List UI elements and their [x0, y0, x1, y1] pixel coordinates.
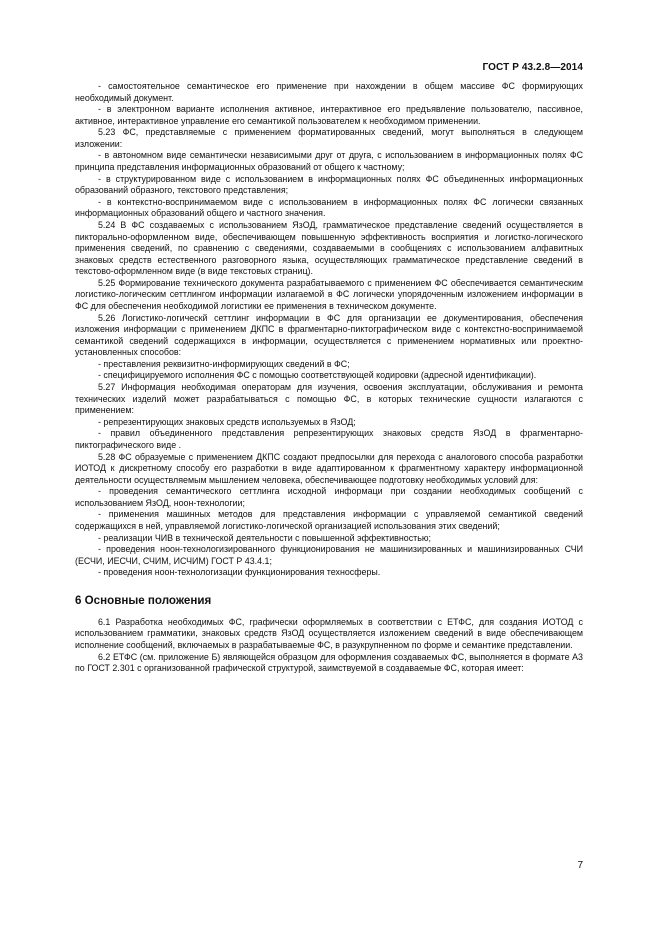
paragraph: - проведения ноон-технологизированного функционирования не машинизированных и машинизированных СЧИ (ЕСЧИ, ИЕСЧИ, СЧИМ, ИСЧИМ) ГОСТ Р 43.4.1;: [75, 544, 583, 566]
paragraph: - в электронном варианте исполнения активное, интерактивное его предъявление пользователю, пассивное, активное, интерактивное управление его семантикой пользователем к необходимом применении.: [75, 104, 583, 126]
section-heading: 6 Основные положения: [75, 593, 212, 607]
paragraph: - самостоятельное семантическое его применение при нахождении в общем массиве ФС формирующих необходимый документ.: [75, 81, 583, 103]
paragraph: 6.2 ЕТФС (см. приложение Б) являющейся образцом для оформления создаваемых ФС, выполняется в формате А3 по ГОСТ 2.301 с организованной графической структурой, заимствуемой в создаваемые ФС, которая имеет:: [75, 651, 583, 674]
paragraph: - проведения семантического сеттлинга исходной информаци при создании необходимых сообщений с использованием ЯзОД, ноон-технологии;: [75, 486, 583, 508]
paragraph: 5.27 Информация необходимая операторам для изучения, освоения эксплуатации, обслуживания и ремонта технических изделий может разрабатываться с помощью ФС, в которых технические сущности излагаются с применением:: [75, 382, 583, 416]
paragraph: 6.1 Разработка необходимых ФС, графически оформляемых в соответствии с ЕТФС, для создания ИОТОД с использованием грамматики, знаковых средств ЯзОД осуществляется изложением сведений в виде обеспечивающем исполнение сообщений, включаемых в разрабатываемые ФС, в разукрупненном по форме и семантике представлении.: [75, 616, 583, 651]
paragraph-group-clause-5: [75, 81, 583, 579]
paragraph: - проведения ноон-технологизации функционирования техносферы.: [98, 567, 381, 578]
paragraph-group-clause-6: [75, 617, 583, 675]
paragraph: - применения машинных методов для представления информации с управляемой семантикой сведений содержащихся в ней, управляемой логистико-логической организацией использования этих сведений;: [75, 509, 583, 531]
paragraph: - правил объединенного представления репрезентирующих знаковых средств ЯзОД в фрагментарно-пиктографического виде .: [75, 428, 583, 450]
paragraph: - в контекстно-воспринимаемом виде с использованием в информационных полях ФС логически связанных информационных образований общего и частного значения.: [75, 196, 583, 219]
paragraph: 5.28 ФС образуемые с применением ДКПС создают предпосылки для перехода с аналогового способа разработки ИОТОД к дискретному способу его разработки в виде адаптированном к фрагментному характеру информационной деятельности осуществляемым мышлением человека, обеспечивающее подготовку необходимых условий для:: [75, 451, 583, 485]
document-body: [75, 81, 583, 675]
paragraph: - репрезентирующих знаковых средств используемых в ЯзОД;: [98, 416, 356, 427]
paragraph: - реализации ЧИВ в технической деятельности с повышенной эффективностью;: [98, 532, 431, 543]
paragraph: - в автономном виде семантически независимыми друг от друга, с использованием в информационных полях ФС принципа представления информационных образований от общего к частному;: [75, 150, 583, 173]
paragraph: 5.26 Логистико-логическй сеттлинг информации в ФС для организации ее документирования, обеспечения изложения информации с применением ДКПС в фрагментарно-пиктографическом виде с контекстно-воспринимаемой семантикой сведений содержащихся в информации, осуществляется с применением нормативных или проектно-установленных способов:: [75, 312, 583, 358]
paragraph: - в структурированном виде с использованием в информационных полях ФС объединенных информационных образований образного, текстового представления;: [75, 173, 583, 196]
document-header: ГОСТ Р 43.2.8—2014: [482, 62, 583, 73]
paragraph: - специфицируемого исполнения ФС с помощью соответствующей кодировки (адресной идентификации).: [98, 370, 537, 381]
paragraph: 5.25 Формирование технического документа разрабатываемого с применением ФС обеспечивается семантическим логистико-логическим сеттлингом информации излагаемой в ФС логически упорядоченным изложением информации в ФС для обеспечения необходимой логистики ее применения в техническом документе.: [75, 277, 583, 311]
paragraph: - преставления реквизитно-информирующих сведений в ФС;: [98, 358, 350, 369]
page-number: 7: [577, 860, 583, 871]
paragraph: 5.23 ФС, представляемые с применением форматированных сведений, могут выполняться в следующем изложении:: [75, 127, 583, 149]
paragraph: 5.24 В ФС создаваемых с использованием ЯзОД, грамматическое представление сведений осуществляется в пиктoрально-оформленном виде, обеспечивающем повышенную эффективность восприятия и логистко-логического применения сведений, по сравнению с сведениями, создаваемыми в сообщениях с использованием алфавитных знаковых средств естественного разговорного языка, осуществляющих грамматическое представление сведений в текстово-оформленном виде (в виде текстовых страниц).: [75, 219, 583, 277]
